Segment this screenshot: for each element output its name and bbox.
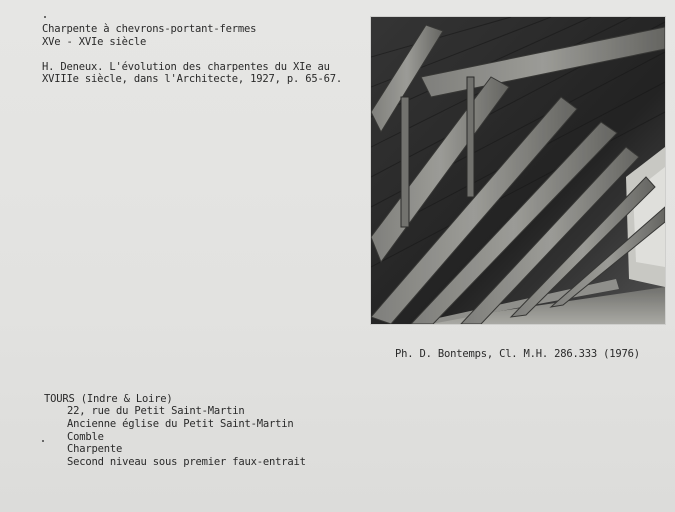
subject-line: Charpente à chevrons-portant-fermes <box>42 23 257 35</box>
location-building: Ancienne église du Petit Saint-Martin <box>67 418 294 430</box>
photo-credit: Ph. D. Bontemps, Cl. M.H. 286.333 (1976) <box>395 348 640 360</box>
location-element: Charpente <box>67 443 123 455</box>
reference-line-1: H. Deneux. L'évolution des charpentes du XIe au <box>42 61 330 73</box>
bullet-mark <box>44 16 46 18</box>
location-part: Comble <box>67 431 104 443</box>
roof-truss-photo <box>370 16 666 325</box>
location-city: TOURS (Indre & Loire) <box>44 393 173 405</box>
reference-line-2: XVIIIe siècle, dans l'Architecte, 1927, p. 65-67. <box>42 73 342 85</box>
period-line: XVe - XVIe siècle <box>42 36 147 48</box>
location-address: 22, rue du Petit Saint-Martin <box>67 405 245 417</box>
location-detail: Second niveau sous premier faux-entrait <box>67 456 306 468</box>
bullet-mark <box>42 440 44 442</box>
